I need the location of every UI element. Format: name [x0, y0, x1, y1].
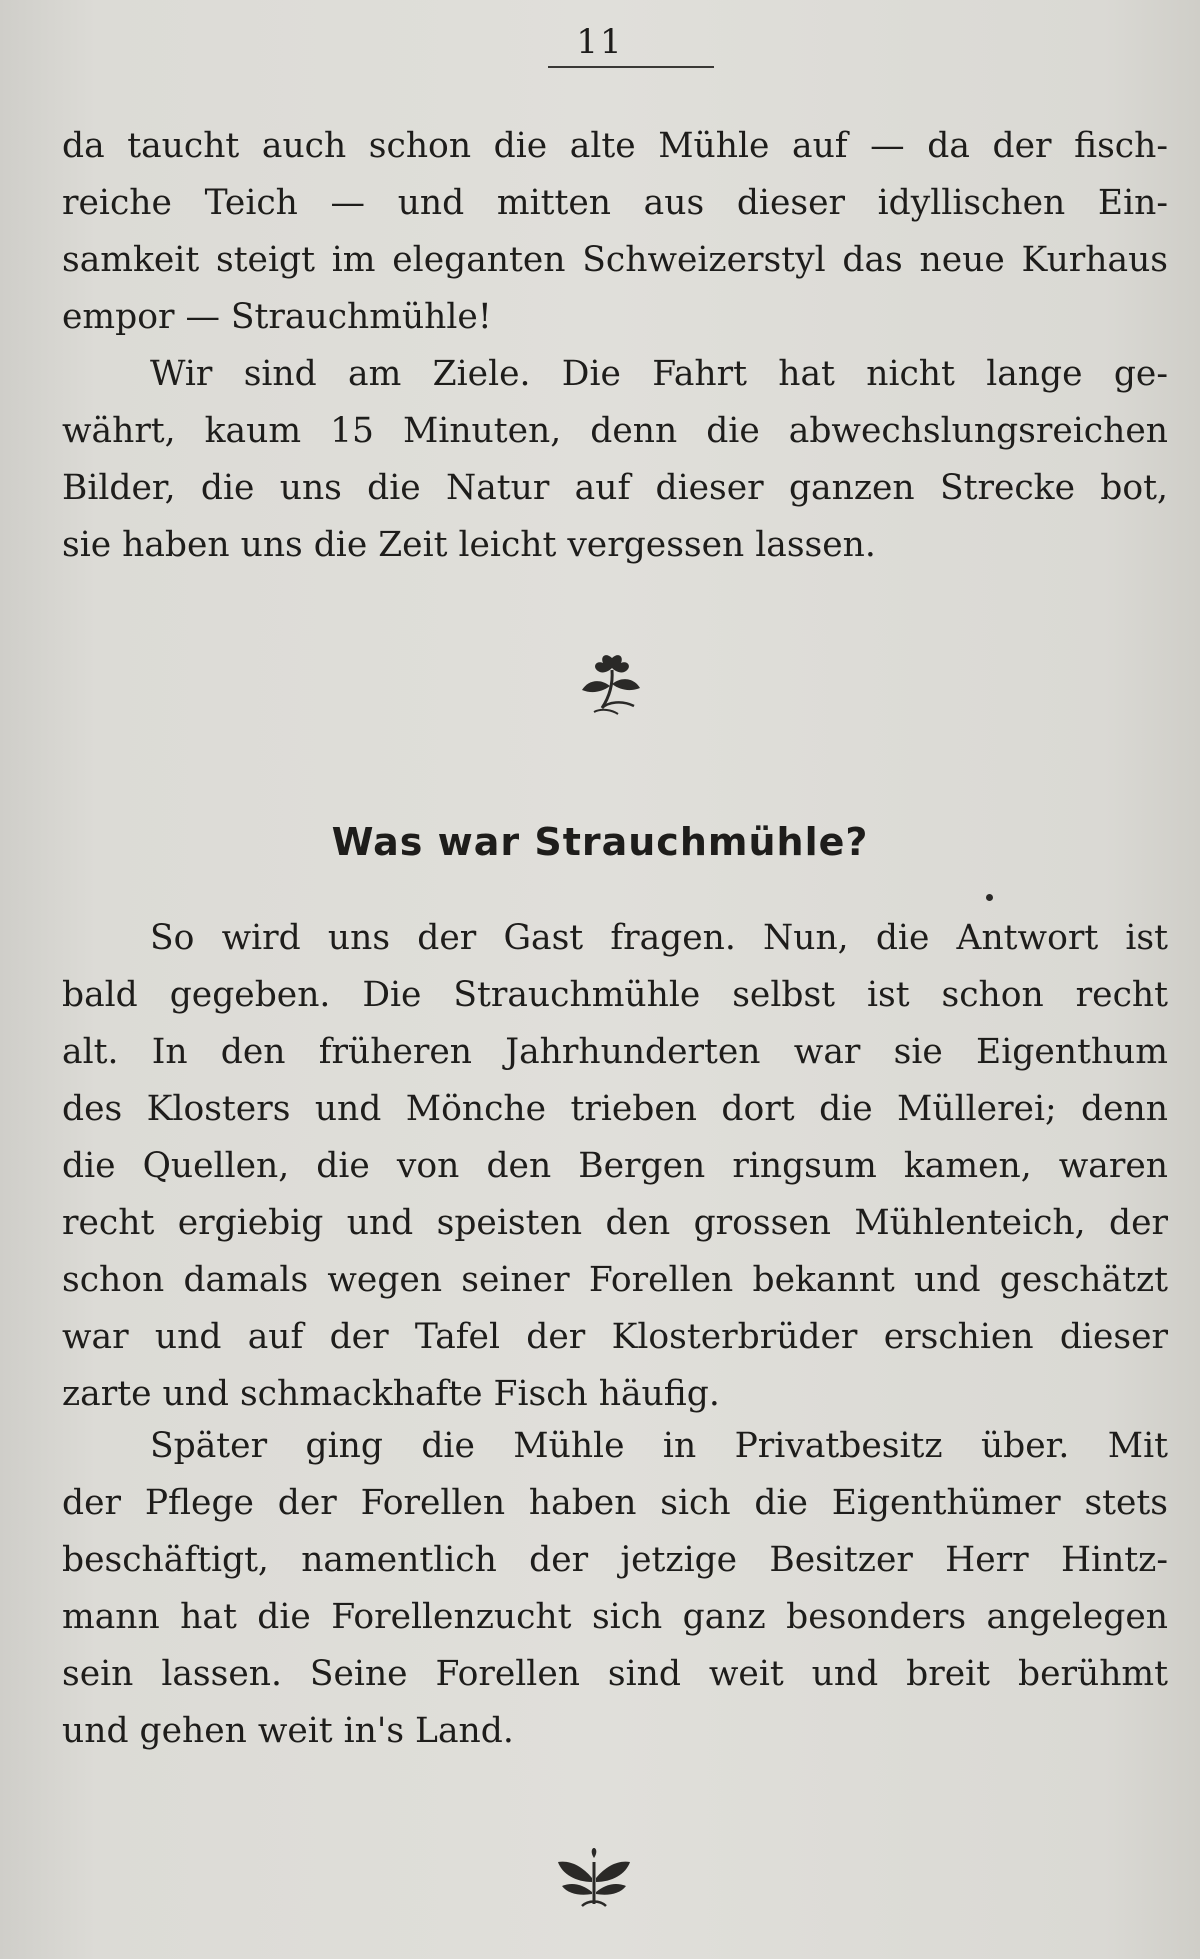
- text-line: alt. In den früheren Jahrhunderten war sie Eigenthum: [62, 1032, 1168, 1072]
- text-line: bald gegeben. Die Strauchmühle selbst ist schon recht: [62, 975, 1168, 1015]
- text-line: recht ergiebig und speisten den grossen Mühlenteich, der: [62, 1203, 1168, 1243]
- text-line: zarte und schmackhafte Fisch häufig.: [62, 1374, 720, 1414]
- page-number: 11: [576, 22, 624, 62]
- print-speck: [986, 894, 993, 901]
- section-heading: Was war Strauchmühle?: [331, 820, 869, 864]
- text-line: war und auf der Tafel der Klosterbrüder erschien dieser: [62, 1317, 1168, 1357]
- text-line: samkeit steigt im eleganten Schweizerstyl das neue Kurhaus: [62, 240, 1168, 280]
- text-line: So wird uns der Gast fragen. Nun, die Antwort ist: [150, 918, 1168, 958]
- text-block-middle: [62, 910, 1168, 1423]
- text-line: Später ging die Mühle in Privatbesitz über. Mit: [150, 1426, 1168, 1466]
- text-line: reiche Teich — und mitten aus dieser idyllischen Ein-: [62, 183, 1168, 223]
- page-number-rule: [548, 66, 714, 68]
- paragraph-2: [62, 346, 1168, 574]
- paragraph-4: [62, 1418, 1168, 1760]
- text-line: der Pflege der Forellen haben sich die Eigenthümer stets: [62, 1483, 1168, 1523]
- text-line: sie haben uns die Zeit leicht vergessen lassen.: [62, 525, 876, 565]
- text-line: schon damals wegen seiner Forellen bekannt und geschätzt: [62, 1260, 1168, 1300]
- text-block-top: [62, 118, 1168, 574]
- text-line: empor — Strauchmühle!: [62, 297, 492, 337]
- text-line: sein lassen. Seine Forellen sind weit und breit berühmt: [62, 1654, 1168, 1694]
- text-line: da taucht auch schon die alte Mühle auf — da der fisch-: [62, 126, 1168, 166]
- text-line: und gehen weit in's Land.: [62, 1711, 514, 1751]
- paragraph-1: [62, 118, 1168, 346]
- flower-ornament-icon: [572, 650, 652, 720]
- text-block-bottom: [62, 1418, 1168, 1760]
- text-line: Wir sind am Ziele. Die Fahrt hat nicht lange ge-: [150, 354, 1168, 394]
- text-line: des Klosters und Mönche trieben dort die Müllerei; denn: [62, 1089, 1168, 1129]
- text-line: Bilder, die uns die Natur auf dieser ganzen Strecke bot,: [62, 468, 1168, 508]
- leaf-ornament-icon: [552, 1848, 636, 1910]
- paragraph-3: [62, 910, 1168, 1423]
- text-line: beschäftigt, namentlich der jetzige Besitzer Herr Hintz-: [62, 1540, 1168, 1580]
- text-line: währt, kaum 15 Minuten, denn die abwechslungsreichen: [62, 411, 1168, 451]
- text-line: die Quellen, die von den Bergen ringsum kamen, waren: [62, 1146, 1168, 1186]
- text-line: mann hat die Forellenzucht sich ganz besonders angelegen: [62, 1597, 1168, 1637]
